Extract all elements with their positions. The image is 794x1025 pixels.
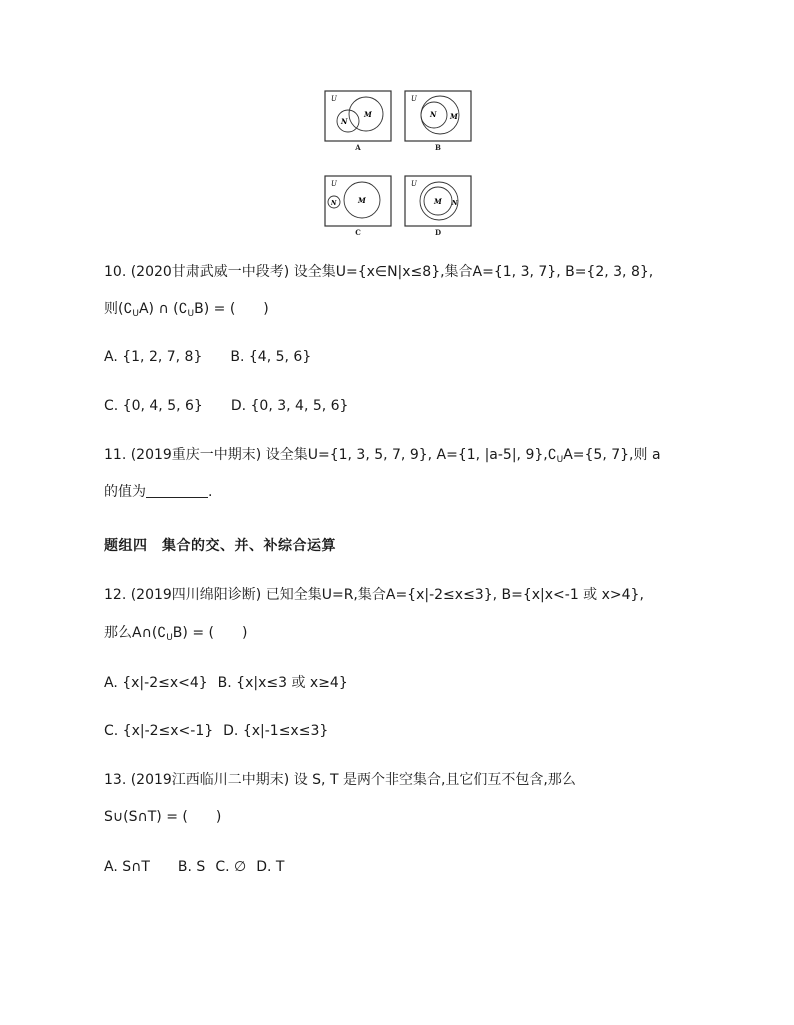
option-a[interactable]: A. {1, 2, 7, 8}: [104, 349, 203, 365]
section-title: 题组四 集合的交、并、补综合运算: [104, 538, 336, 554]
option-b[interactable]: B. S: [177, 859, 206, 875]
venn-diagram-a: [324, 90, 392, 150]
option-c[interactable]: C. ∅: [215, 859, 247, 875]
question-12-stem-cont: 那么$A\cap(∁_UB)$ = ( ): [104, 625, 248, 643]
label-m: M: [434, 197, 442, 206]
question-12-stem: 12. (2019四川绵阳诊断) 已知全集U=R,集合A={x|-2≤x≤3}, B={x|x<-1 或 x>4},: [104, 587, 644, 603]
label-m: M: [364, 110, 372, 119]
option-d[interactable]: D. T: [256, 859, 285, 875]
question-10-stem-cont: 则$(∁_UA)$ ∩ $(∁_UB)$ = ( ): [104, 301, 269, 319]
option-a[interactable]: A. S∩T: [104, 859, 150, 875]
label-n: N: [430, 110, 437, 119]
option-b[interactable]: B. {4, 5, 6}: [230, 349, 312, 365]
question-13-stem: 13. (2019江西临川二中期末) 设 S, T 是两个非空集合,且它们互不包含,那么: [104, 772, 576, 788]
label-n: N: [452, 200, 458, 207]
label-u: U: [331, 180, 337, 188]
label-u: U: [331, 95, 337, 103]
question-13-options: [104, 857, 284, 877]
question-10-options-row2: [104, 396, 348, 416]
question-12-options-row2: [104, 721, 328, 741]
venn-caption-a: A: [355, 143, 361, 152]
label-n: N: [341, 117, 348, 126]
venn-diagram-b: [404, 90, 472, 150]
option-b[interactable]: B. {x|x≤3 或 x≥4}: [217, 675, 348, 691]
venn-caption-c: C: [355, 228, 361, 237]
option-d[interactable]: D. {x|-1≤x≤3}: [223, 723, 329, 739]
venn-diagram-d: [404, 175, 472, 235]
label-m: M: [358, 196, 366, 205]
option-c[interactable]: C. {0, 4, 5, 6}: [104, 398, 203, 414]
question-10-options-row1: [104, 347, 311, 367]
venn-caption-d: D: [434, 228, 442, 237]
question-13-stem-cont: S∪(S∩T) = ( ): [104, 809, 222, 825]
venn-diagram-options: [320, 86, 480, 246]
answer-blank[interactable]: [146, 483, 208, 498]
option-c[interactable]: C. {x|-2≤x<-1}: [104, 723, 214, 739]
option-d[interactable]: D. {0, 3, 4, 5, 6}: [230, 398, 349, 414]
label-u: U: [411, 180, 417, 188]
question-12-options-row1: [104, 673, 348, 693]
venn-diagram-c: [324, 175, 392, 235]
label-m: M: [450, 112, 458, 121]
question-11-stem: 11. (2019重庆一中期末) 设全集U={1, 3, 5, 7, 9}, A={1, |a-5|, $9\},∁_UA=\{5$, 7},则 a: [104, 447, 661, 465]
label-n: N: [331, 200, 337, 207]
venn-caption-b: B: [435, 143, 441, 152]
option-a[interactable]: A. {x|-2≤x<4}: [104, 675, 208, 691]
question-11-stem-cont: 的值为 .: [104, 484, 213, 500]
question-10-stem: 10. (2020甘肃武威一中段考) 设全集U={x∈N|x≤8},集合A={1, 3, 7}, B={2, 3, 8},: [104, 264, 654, 280]
label-u: U: [411, 95, 417, 103]
